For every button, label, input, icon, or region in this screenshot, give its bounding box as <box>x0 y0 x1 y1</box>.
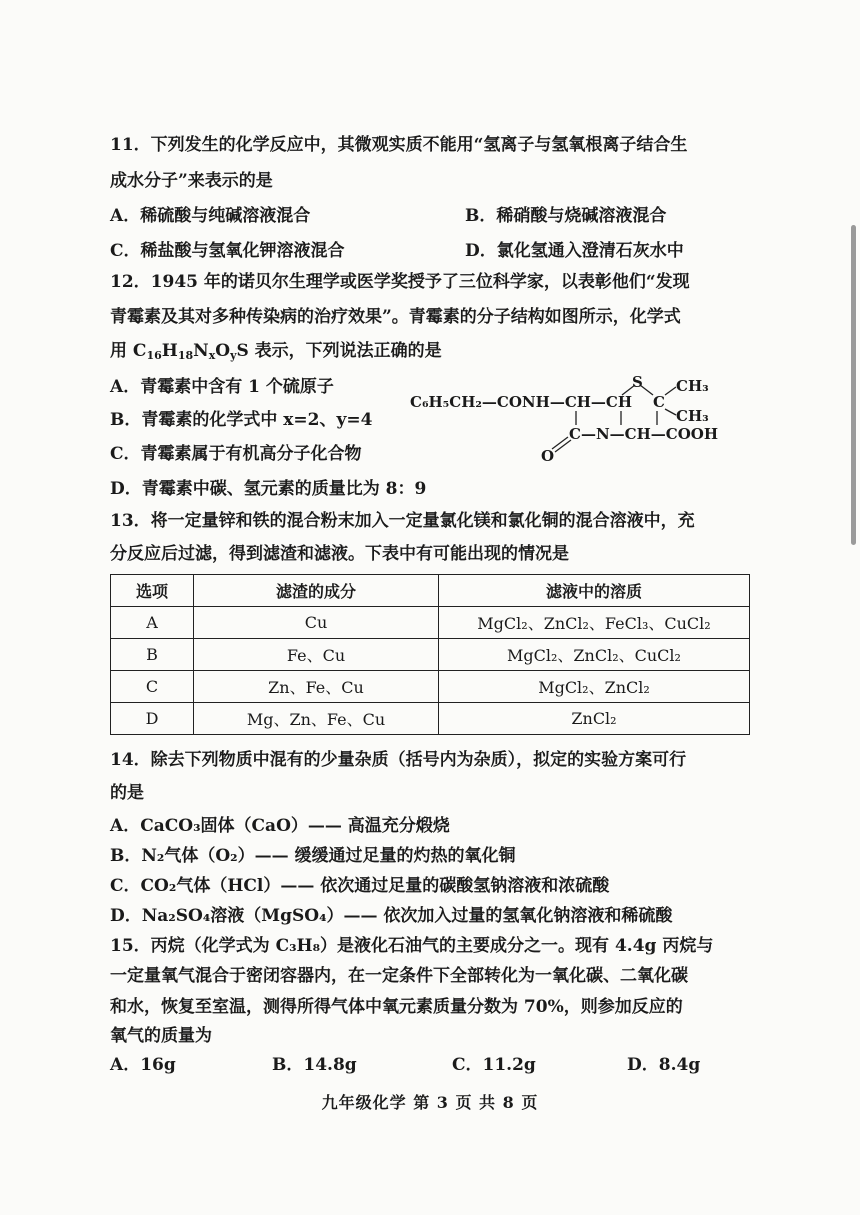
q13-stem-line1: 13．将一定量锌和铁的混合粉末加入一定量氯化镁和氯化铜的混合溶液中，充 <box>110 511 695 531</box>
table-row <box>111 639 750 671</box>
q11-option-c: C．稀盐酸与氢氧化钾溶液混合 <box>110 241 345 261</box>
q11-stem-line1: 11．下列发生的化学反应中，其微观实质不能用“氢离子与氢氧根离子结合生 <box>110 135 688 155</box>
table-cell: A <box>111 607 194 639</box>
table-cell: MgCl₂、ZnCl₂、CuCl₂ <box>439 639 750 671</box>
table-cell: ZnCl₂ <box>439 703 750 735</box>
q14-stem-line1: 14．除去下列物质中混有的少量杂质（括号内为杂质），拟定的实验方案可行 <box>110 750 687 770</box>
table-row <box>111 703 750 735</box>
table-header-cell: 选项 <box>111 575 194 607</box>
penicillin-structure <box>410 373 750 465</box>
table-cell: Cu <box>194 607 439 639</box>
q12-option-c: C．青霉素属于有机高分子化合物 <box>110 444 362 464</box>
q15-option-c: C．11.2g <box>452 1055 536 1075</box>
table-row <box>111 607 750 639</box>
q14-option-c: C．CO₂气体（HCl）—— 依次通过足量的碳酸氢钠溶液和浓硫酸 <box>110 876 610 896</box>
structure-carbon: C <box>653 393 665 411</box>
q15-option-a: A．16g <box>110 1055 176 1075</box>
q13-stem-line2: 分反应后过滤，得到滤渣和滤液。下表中有可能出现的情况是 <box>110 544 569 564</box>
q11-option-a: A．稀硫酸与纯碱溶液混合 <box>110 206 311 226</box>
q15-stem-line1: 15．丙烷（化学式为 C₃H₈）是液化石油气的主要成分之一。现有 4.4g 丙烷与 <box>110 936 714 956</box>
table-cell: D <box>111 703 194 735</box>
structure-top-chain: C₆H₅CH₂—CONH—CH—CH <box>410 393 633 411</box>
q13-table <box>110 574 750 735</box>
structure-sulfur: S <box>632 373 643 391</box>
q11-option-d: D．氯化氢通入澄清石灰水中 <box>465 241 684 261</box>
q14-option-d: D．Na₂SO₄溶液（MgSO₄）—— 依次加入过量的氢氧化钠溶液和稀硫酸 <box>110 906 673 926</box>
q12-option-b: B．青霉素的化学式中 x=2、y=4 <box>110 410 373 430</box>
q11-stem-line2: 成水分子”来表示的是 <box>110 171 273 191</box>
scrollbar[interactable] <box>851 225 856 545</box>
table-header-row <box>111 575 750 607</box>
q15-stem-line3: 和水，恢复至室温，测得所得气体中氧元素质量分数为 70%，则参加反应的 <box>110 997 683 1017</box>
table-cell: Mg、Zn、Fe、Cu <box>194 703 439 735</box>
table-cell: B <box>111 639 194 671</box>
q11-option-b: B．稀硝酸与烧碱溶液混合 <box>465 206 667 226</box>
q12-option-a: A．青霉素中含有 1 个硫原子 <box>110 377 334 397</box>
table-header-cell: 滤液中的溶质 <box>439 575 750 607</box>
q14-stem-line2: 的是 <box>110 783 144 803</box>
q12-stem-line3: 用 $C_{16}H_{18}N_xO_yS$ 表示，下列说法正确的是 <box>110 341 442 362</box>
q15-stem-line2: 一定量氧气混合于密闭容器内，在一定条件下全部转化为一氧化碳、二氧化碳 <box>110 966 688 986</box>
table-header-cell: 滤渣的成分 <box>194 575 439 607</box>
table-cell: MgCl₂、ZnCl₂ <box>439 671 750 703</box>
page-footer: 九年级化学 第 3 页 共 8 页 <box>321 1093 539 1112</box>
table-cell: MgCl₂、ZnCl₂、FeCl₃、CuCl₂ <box>439 607 750 639</box>
q15-option-b: B．14.8g <box>272 1055 357 1075</box>
q14-option-a: A．CaCO₃固体（CaO）—— 高温充分煅烧 <box>110 816 450 836</box>
q15-option-d: D．8.4g <box>627 1055 701 1075</box>
table-cell: Zn、Fe、Cu <box>194 671 439 703</box>
q12-stem-line2: 青霉素及其对多种传染病的治疗效果”。青霉素的分子结构如图所示，化学式 <box>110 307 681 327</box>
q15-stem-line4: 氧气的质量为 <box>110 1026 212 1046</box>
q12-option-d: D．青霉素中碳、氢元素的质量比为 8：9 <box>110 479 427 499</box>
structure-methyl-top: CH₃ <box>676 377 709 395</box>
structure-bottom-chain: C—N—CH—COOH <box>569 425 719 443</box>
structure-methyl-bottom: CH₃ <box>676 407 709 425</box>
q12-stem-line1: 12．1945 年的诺贝尔生理学或医学奖授予了三位科学家，以表彰他们“发现 <box>110 272 690 292</box>
table-cell: Fe、Cu <box>194 639 439 671</box>
structure-oxygen: O <box>541 447 555 465</box>
table-row <box>111 671 750 703</box>
table-cell: C <box>111 671 194 703</box>
q14-option-b: B．N₂气体（O₂）—— 缓缓通过足量的灼热的氧化铜 <box>110 846 516 866</box>
